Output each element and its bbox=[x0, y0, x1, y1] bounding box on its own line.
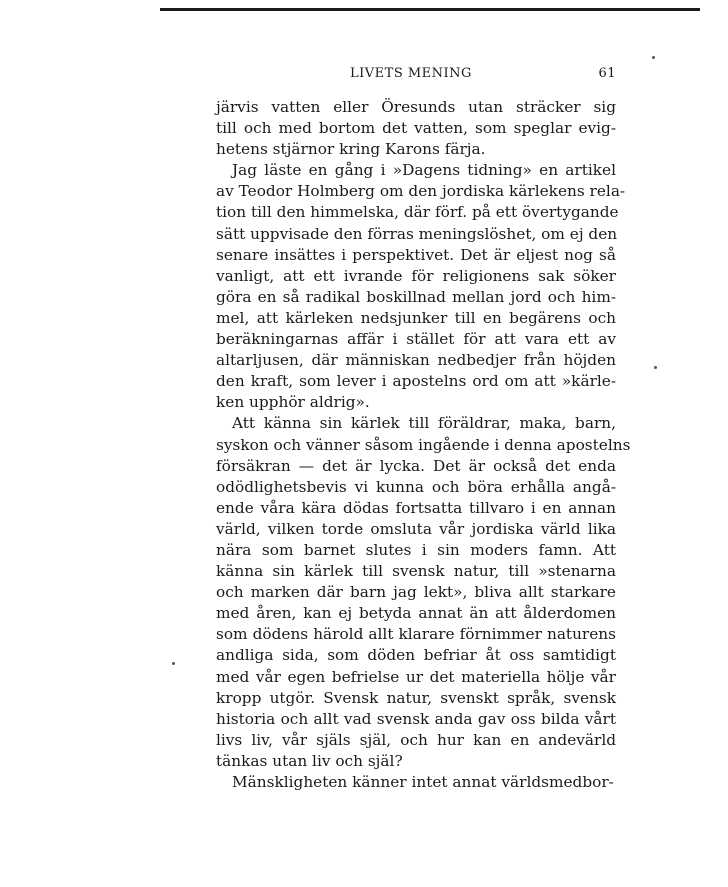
text-line: den kraft, som lever i apostelns ord om att »kärle- bbox=[216, 372, 616, 391]
text-line: Jag läste en gång i »Dagens tidning» en artikel bbox=[232, 161, 616, 180]
text-line: syskon och vänner såsom ingående i denna apostelns bbox=[216, 435, 631, 454]
scan-speck bbox=[652, 56, 655, 59]
text-line: vanligt, att ett ivrande för religionens sak söker bbox=[216, 266, 616, 285]
text-line: till och med bortom det vatten, som speglar evig- bbox=[216, 119, 616, 138]
text-line: tion till den himmelska, där förf. på ett övertygande bbox=[216, 203, 619, 222]
text-line: senare insättes i perspektivet. Det är eljest nog så bbox=[216, 245, 616, 264]
running-title: LIVETS MENING bbox=[350, 66, 472, 81]
text-line: mel, att kärleken nedsjunker till en begärens och bbox=[216, 308, 616, 327]
scan-speck bbox=[172, 662, 175, 665]
text-line: som dödens härold allt klarare förnimmer naturens bbox=[216, 625, 616, 644]
text-line: med åren, kan ej betyda annat än att ålderdomen bbox=[216, 604, 616, 623]
text-line: tänkas utan liv och själ? bbox=[216, 751, 403, 770]
body-text bbox=[216, 97, 631, 793]
running-head bbox=[216, 66, 616, 86]
text-line: med vår egen befrielse ur det materiella hölje vår bbox=[216, 667, 616, 686]
text-line: andliga sida, som döden befriar åt oss samtidigt bbox=[216, 646, 616, 665]
text-line: hetens stjärnor kring Karons färja. bbox=[216, 140, 486, 159]
text-line: försäkran — det är lycka. Det är också det enda bbox=[216, 456, 616, 475]
text-line: järvis vatten eller Öresunds utan sträcker sig bbox=[216, 98, 616, 116]
scan-speck bbox=[654, 366, 657, 369]
text-line: Mänskligheten känner intet annat världsmedbor- bbox=[232, 773, 614, 791]
text-line: Att känna sin kärlek till föräldrar, maka, barn, bbox=[232, 414, 616, 433]
text-line: ken upphör aldrig». bbox=[216, 393, 370, 412]
text-line: altarljusen, där människan nedbedjer från höjden bbox=[216, 351, 616, 370]
text-line: ende våra kära dödas fortsatta tillvaro i en annan bbox=[216, 498, 616, 517]
page-number: 61 bbox=[598, 66, 616, 81]
text-line: känna sin kärlek till svensk natur, till »stenarna bbox=[216, 562, 616, 581]
text-line: odödlighetsbevis vi kunna och böra erhålla angå- bbox=[216, 477, 616, 496]
text-line: historia och allt vad svensk anda gav oss bilda vårt bbox=[216, 709, 616, 728]
text-line: göra en så radikal boskillnad mellan jord och him- bbox=[216, 287, 616, 306]
text-line: sätt uppvisade den förras meningslöshet, om ej den bbox=[216, 224, 618, 243]
text-line: nära som barnet slutes i sin moders famn. Att bbox=[216, 540, 616, 559]
text-line: beräkningarnas affär i stället för att vara ett av bbox=[216, 330, 616, 349]
text-line: och marken där barn jag lekt», bliva allt starkare bbox=[216, 583, 616, 602]
text-line: av Teodor Holmberg om den jordiska kärlekens rela- bbox=[216, 182, 626, 201]
text-line: livs liv, vår själs själ, och hur kan en andevärld bbox=[216, 730, 616, 749]
text-line: värld, vilken torde omsluta vår jordiska värld lika bbox=[216, 519, 616, 538]
text-line: kropp utgör. Svensk natur, svenskt språk, svensk bbox=[216, 688, 616, 707]
top-rule bbox=[160, 8, 700, 11]
